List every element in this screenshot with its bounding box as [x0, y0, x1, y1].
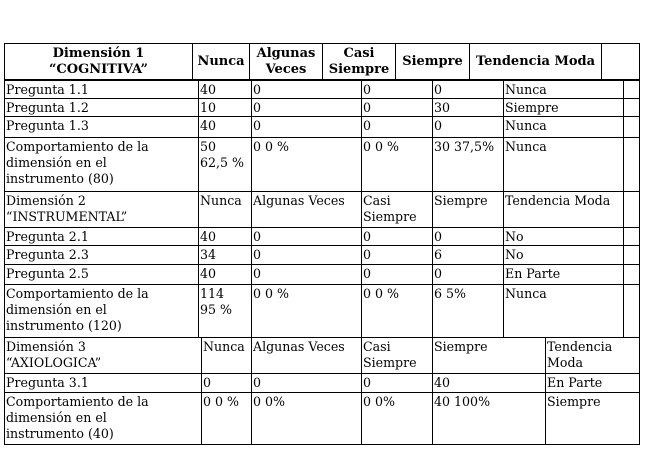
summary-cell-algunas-veces: 0 0 %: [251, 137, 362, 192]
s3-header-dimension: Dimensión 3 “AXIOLOGICA”: [4, 337, 202, 374]
table-cell-algunas-veces: 0: [251, 116, 362, 138]
table-cell-algunas-veces: 0: [251, 80, 362, 99]
table-row-label: Pregunta 1.1: [4, 80, 199, 99]
table-cell-empty: [623, 80, 640, 99]
s3-header-casi-siempre: Casi Siempre: [361, 337, 433, 374]
s1-header-nunca: Nunca: [192, 43, 250, 80]
table-row-label: Pregunta 2.1: [4, 227, 199, 246]
s2-header-algunas-veces: Algunas Veces: [251, 191, 362, 228]
summary-cell-nunca: 50 62,5 %: [198, 137, 252, 192]
table-cell-empty: [623, 116, 640, 138]
summary-cell-tendencia: Nunca: [503, 137, 624, 192]
table-cell-tendencia: En Parte: [503, 264, 624, 285]
table-cell-nunca: 0: [201, 373, 252, 393]
table-cell-casi-siempre: 0: [361, 373, 433, 393]
s1-header-tendencia-moda: Tendencia Moda: [469, 43, 602, 80]
table-cell-algunas-veces: 0: [251, 227, 362, 246]
table-cell-siempre: 0: [432, 116, 504, 138]
s1-header-dimension: Dimensión 1 “COGNITIVA”: [4, 43, 193, 80]
table-cell-algunas-veces: 0: [251, 98, 362, 117]
table-cell-empty: [623, 227, 640, 246]
table-cell-nunca: 40: [198, 116, 252, 138]
s1-header-siempre: Siempre: [395, 43, 470, 80]
s1-header-empty: [601, 43, 640, 80]
summary-cell-siempre: 30 37,5%: [432, 137, 504, 192]
table-row-label: Pregunta 2.5: [4, 264, 199, 285]
table-cell-nunca: 40: [198, 264, 252, 285]
s1-header-algunas-veces: Algunas Veces: [249, 43, 323, 80]
s2-header-dimension: Dimensión 2 “INSTRUMENTAL”: [4, 191, 199, 228]
summary-cell-algunas-veces: 0 0 %: [251, 284, 362, 338]
table-cell-siempre: 6: [432, 245, 504, 265]
summary-row-label: Comportamiento de la dimensión en el instrumento (40): [4, 392, 202, 445]
table-cell-algunas-veces: 0: [251, 264, 362, 285]
table-cell-tendencia: No: [503, 245, 624, 265]
table-row-label: Pregunta 1.3: [4, 116, 199, 138]
summary-cell-tendencia: Siempre: [545, 392, 640, 445]
table-row-label: Pregunta 2.3: [4, 245, 199, 265]
table-cell-empty: [623, 191, 640, 228]
table-cell-siempre: 0: [432, 264, 504, 285]
table-cell-casi-siempre: 0: [361, 264, 433, 285]
table-cell-siempre: 40: [432, 373, 546, 393]
table-row-label: Pregunta 1.2: [4, 98, 199, 117]
table-cell-nunca: 40: [198, 80, 252, 99]
table-cell-casi-siempre: 0: [361, 98, 433, 117]
summary-cell-algunas-veces: 0 0%: [251, 392, 362, 445]
table-cell-siempre: 30: [432, 98, 504, 117]
s3-header-tendencia-moda: Tendencia Moda: [545, 337, 640, 374]
table-cell-empty: [623, 284, 640, 338]
s2-header-nunca: Nunca: [198, 191, 252, 228]
summary-cell-siempre: 6 5%: [432, 284, 504, 338]
table-cell-empty: [623, 137, 640, 192]
s2-header-siempre: Siempre: [432, 191, 504, 228]
table-cell-siempre: 0: [432, 227, 504, 246]
summary-row-label: Comportamiento de la dimensión en el instrumento (80): [4, 137, 199, 192]
table-cell-algunas-veces: 0: [251, 373, 362, 393]
summary-row-label: Comportamiento de la dimensión en el instrumento (120): [4, 284, 199, 338]
table-cell-casi-siempre: 0: [361, 116, 433, 138]
summary-cell-nunca: 0 0 %: [201, 392, 252, 445]
s3-header-siempre: Siempre: [432, 337, 546, 374]
table-cell-nunca: 34: [198, 245, 252, 265]
summary-cell-siempre: 40 100%: [432, 392, 546, 445]
table-cell-casi-siempre: 0: [361, 80, 433, 99]
table-cell-tendencia: Nunca: [503, 116, 624, 138]
summary-cell-casi-siempre: 0 0%: [361, 392, 433, 445]
table-cell-casi-siempre: 0: [361, 227, 433, 246]
table-cell-empty: [623, 264, 640, 285]
summary-cell-nunca: 114 95 %: [198, 284, 252, 338]
table-cell-empty: [623, 245, 640, 265]
table-cell-algunas-veces: 0: [251, 245, 362, 265]
table-cell-tendencia: En Parte: [545, 373, 640, 393]
table-cell-casi-siempre: 0: [361, 245, 433, 265]
summary-cell-tendencia: Nunca: [503, 284, 624, 338]
s2-header-casi-siempre: Casi Siempre: [361, 191, 433, 228]
table-row-label: Pregunta 3.1: [4, 373, 202, 393]
s3-header-algunas-veces: Algunas Veces: [251, 337, 362, 374]
s3-header-nunca: Nunca: [201, 337, 252, 374]
summary-cell-casi-siempre: 0 0 %: [361, 137, 433, 192]
s2-header-tendencia-moda: Tendencia Moda: [503, 191, 624, 228]
table-cell-tendencia: Nunca: [503, 80, 624, 99]
table-cell-nunca: 10: [198, 98, 252, 117]
table-cell-siempre: 0: [432, 80, 504, 99]
table-cell-tendencia: Siempre: [503, 98, 624, 117]
table-cell-empty: [623, 98, 640, 117]
s1-header-casi-siempre: Casi Siempre: [322, 43, 396, 80]
table-cell-nunca: 40: [198, 227, 252, 246]
table-cell-tendencia: No: [503, 227, 624, 246]
summary-cell-casi-siempre: 0 0 %: [361, 284, 433, 338]
